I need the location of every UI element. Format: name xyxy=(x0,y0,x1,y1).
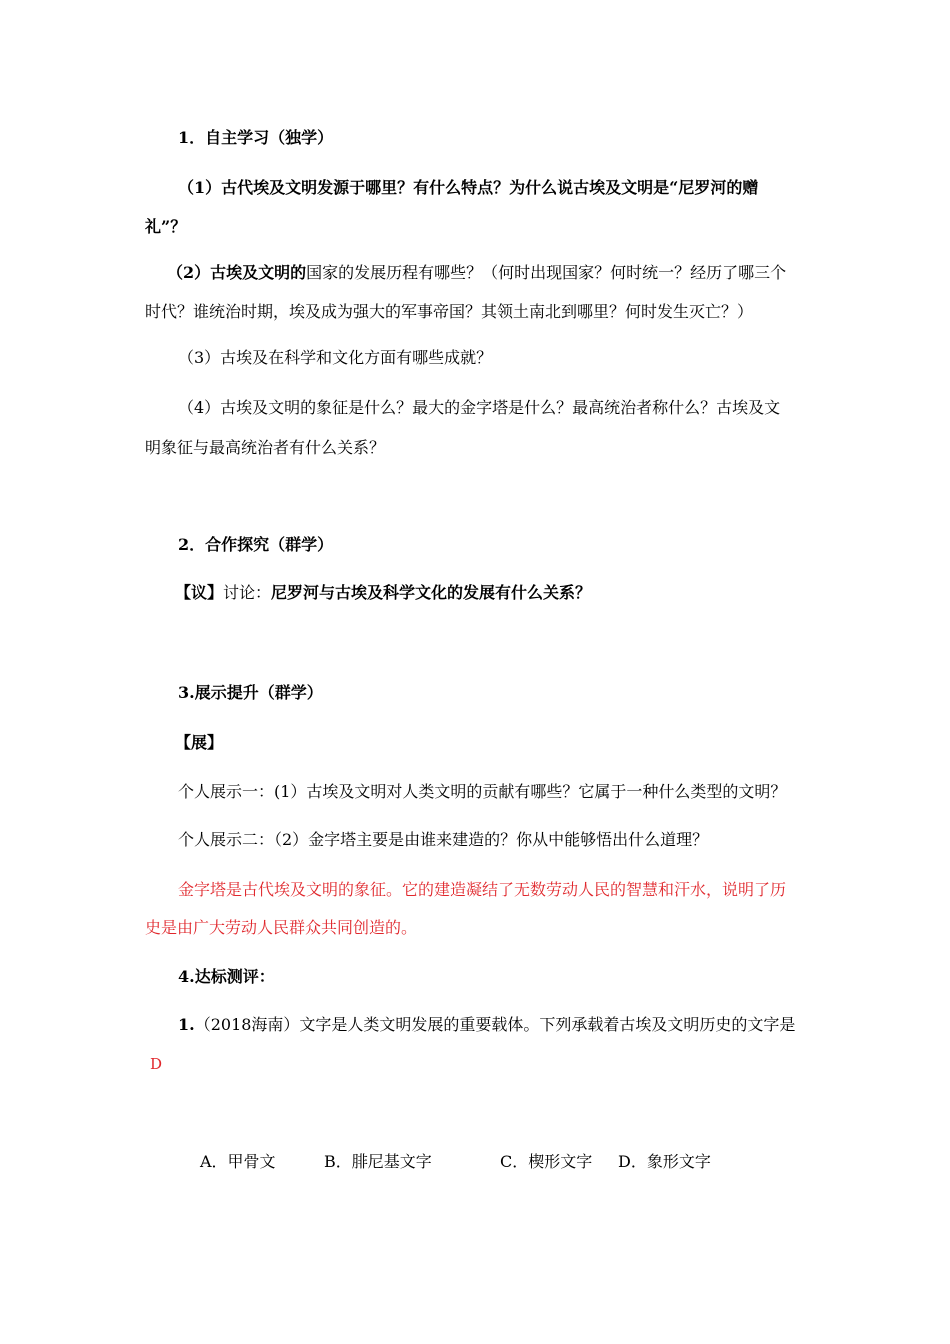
question-2-line-1 xyxy=(167,263,786,283)
show-1: 个人展示一：(1）古埃及文明对人类文明的贡献有哪些？它属于一种什么类型的文明？ xyxy=(178,782,787,801)
display-tag: 【展】 xyxy=(175,733,224,752)
section1-heading: 1．自主学习（独学） xyxy=(178,128,334,147)
option-a: A．甲骨文 xyxy=(200,1152,276,1171)
discussion-text: 尼罗河与古埃及科学文化的发展有什么关系？ xyxy=(271,583,592,602)
section2-heading: 2．合作探究（群学） xyxy=(178,535,334,554)
option-c: C．楔形文字 xyxy=(500,1152,593,1171)
question-4-line-1: （4）古埃及文明的象征是什么？最大的金字塔是什么？最高统治者称什么？古埃及文 xyxy=(178,398,781,417)
option-b: B．腓尼基文字 xyxy=(324,1152,432,1171)
question-1-line-2: 礼”？ xyxy=(145,217,187,236)
show-2: 个人展示二：（2）金字塔主要是由谁来建造的？你从中能够悟出什么道理？ xyxy=(178,830,709,849)
section3-heading: 3.展示提升（群学） xyxy=(178,683,323,702)
question-2-line-2: 时代？谁统治时期，埃及成为强大的军事帝国？其领土南北到哪里？何时发生灭亡？） xyxy=(145,302,754,321)
test-question-number: 1. xyxy=(178,1015,195,1034)
answer-line-1: 金字塔是古代埃及文明的象征。它的建造凝结了无数劳动人民的智慧和汗水，说明了历 xyxy=(178,880,787,899)
discussion-tag: 【议】 xyxy=(175,583,224,602)
option-d: D．象形文字 xyxy=(618,1152,711,1171)
question-2-rest: 国家的发展历程有哪些？（何时出现国家？何时统一？经历了哪三个 xyxy=(306,263,787,282)
test-question xyxy=(178,1015,795,1035)
answer-line-2: 史是由广大劳动人民群众共同创造的。 xyxy=(145,918,418,937)
discussion-label: 讨论： xyxy=(223,583,272,602)
section4-heading: 4.达标测评： xyxy=(178,967,275,986)
test-question-text: （2018海南）文字是人类文明发展的重要载体。下列承载着古埃及文明历史的文字是 xyxy=(194,1015,796,1034)
question-3: （3）古埃及在科学和文化方面有哪些成就？ xyxy=(178,348,493,367)
question-1-line-1: （1）古代埃及文明发源于哪里？有什么特点？为什么说古埃及文明是“尼罗河的赠 xyxy=(178,178,759,197)
question-2-bold-part: （2）古埃及文明的 xyxy=(167,263,307,282)
discussion-line xyxy=(175,583,591,603)
question-4-line-2: 明象征与最高统治者有什么关系？ xyxy=(145,438,386,457)
test-answer: D xyxy=(150,1055,163,1073)
